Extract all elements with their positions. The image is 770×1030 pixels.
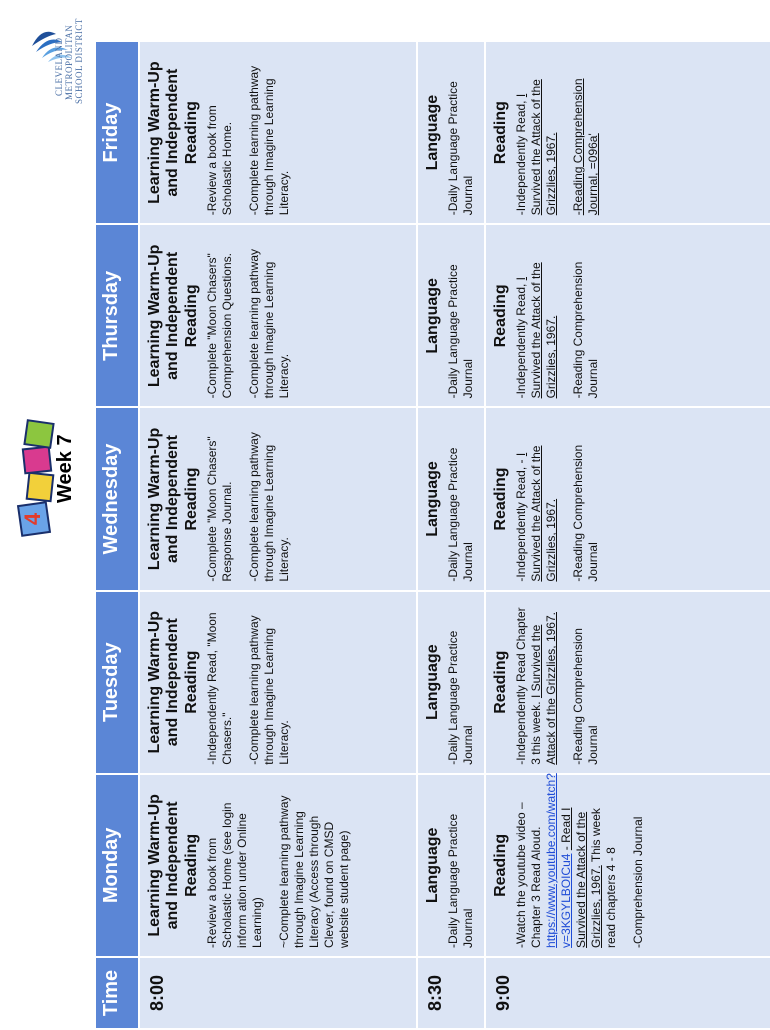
time-cell: 8:30 xyxy=(417,957,485,1029)
header-row xyxy=(95,41,139,1029)
cell-thursday-830 xyxy=(417,224,485,407)
table-row xyxy=(139,41,417,1029)
cell-friday-900 xyxy=(485,41,770,224)
block-title: Learning Warm-Up and Independent Reading xyxy=(146,244,200,388)
task-text: -Reading Comprehension Journal xyxy=(571,628,601,765)
task-text: -Complete learning pathway through Imagine Learning Literacy. xyxy=(247,249,292,399)
task-text: This week read chapters 4 - 8 xyxy=(589,808,619,948)
week-title: Week 7 xyxy=(54,434,76,503)
block-title: Language xyxy=(424,94,441,171)
cell-tuesday-800 xyxy=(139,591,417,774)
book-title: I Survived the Attack of the Grizzlies, 1967. xyxy=(514,79,559,216)
cell-friday-800 xyxy=(139,41,417,224)
task-text: -Reading Comprehension Journal, =096a' xyxy=(571,78,601,216)
task-text: -Complete "Moon Chasers" Comprehension Questions. xyxy=(205,253,235,399)
task-text: -Daily Language Practice Journal xyxy=(446,813,476,948)
block-title: Reading xyxy=(492,650,509,714)
task-text: -Complete "Moon Chasers" Response Journal. xyxy=(205,436,235,582)
task-text: ~Complete learning pathway through Imagine Learning Literacy (Access through Clever, found on CMSD website student page) xyxy=(277,795,352,948)
col-header-friday: Friday xyxy=(95,41,139,224)
block-title: Reading xyxy=(492,467,509,531)
svg-text:4: 4 xyxy=(20,512,45,526)
cell-monday-830 xyxy=(417,774,485,957)
task-text: -Comprehension Journal xyxy=(631,816,646,948)
book-title: - Read I Survived the Attack of the Grizzlies, 1967. xyxy=(559,807,604,948)
cell-thursday-900 xyxy=(485,224,770,407)
task-text: -Reading Comprehension Journal xyxy=(571,444,601,582)
task-text: -Independently Read, xyxy=(514,100,529,216)
task-text: -Independently Read, - xyxy=(514,459,529,582)
cell-friday-830 xyxy=(417,41,485,224)
col-header-time: Time xyxy=(95,957,139,1029)
task-text: -Daily Language Practice Journal xyxy=(446,630,476,765)
task-text: -Review a book from Scholastic Home (see login inform ation under Online Learning) xyxy=(205,802,265,948)
task-text: -Review a book from Scholastic Home. xyxy=(205,105,235,216)
task-text: -Complete learning pathway through Imagine Learning Literacy. xyxy=(247,65,292,216)
block-title: Learning Warm-Up and Independent Reading xyxy=(146,427,200,571)
cell-wednesday-900 xyxy=(485,407,770,590)
task-text: -Daily Language Practice Journal xyxy=(446,81,476,216)
task-text: -Reading Comprehension Journal xyxy=(571,261,601,399)
col-header-tuesday: Tuesday xyxy=(95,591,139,774)
cell-monday-900 xyxy=(485,774,770,957)
district-name-2: METROPOLITAN xyxy=(64,24,74,100)
youtube-link[interactable]: https://www.youtube.com/watch?v=3KGYLBOICu4 xyxy=(544,773,574,948)
schedule-table xyxy=(94,40,770,1030)
cell-tuesday-830 xyxy=(417,591,485,774)
block-title: Reading xyxy=(492,284,509,348)
block-title: Learning Warm-Up and Independent Reading xyxy=(146,610,200,754)
block-title: Reading xyxy=(492,833,509,897)
block-title: Learning Warm-Up and Independent Reading xyxy=(146,61,200,204)
book-title: I Survived the Attack of the Grizzlies, 1967. xyxy=(529,612,559,765)
schedule-wrapper xyxy=(94,30,770,1030)
cell-monday-800 xyxy=(139,774,417,957)
block-title: Learning Warm-Up and Independent Reading xyxy=(146,794,200,937)
table-row xyxy=(485,41,770,1029)
block-title: Language xyxy=(424,827,441,904)
col-header-monday: Monday xyxy=(95,774,139,957)
book-title: I Survived the Attack of the Grizzlies, 1967. xyxy=(514,262,559,399)
cell-wednesday-800 xyxy=(139,407,417,590)
book-title: I Survived the Attack of the Grizzlies, 1967. xyxy=(514,445,559,582)
col-header-wednesday: Wednesday xyxy=(95,407,139,590)
district-name-3: SCHOOL DISTRICT xyxy=(74,18,84,104)
task-text: -Daily Language Practice Journal xyxy=(446,264,476,399)
cell-wednesday-830 xyxy=(417,407,485,590)
task-text: -Complete learning pathway through Imagine Learning Literacy. xyxy=(247,432,292,582)
table-row xyxy=(417,41,485,1029)
col-header-thursday: Thursday xyxy=(95,224,139,407)
task-text: -Independently Read Chapter 3 this week. xyxy=(514,607,544,765)
block-title: Language xyxy=(424,278,441,354)
block-title: Language xyxy=(424,461,441,537)
task-text: -Independently Read, xyxy=(514,283,529,399)
block-title: Language xyxy=(424,644,441,720)
block-title: Reading xyxy=(492,101,509,165)
district-name-1: CLEVELAND xyxy=(54,37,64,96)
time-cell: 9:00 xyxy=(485,957,770,1029)
cell-thursday-800 xyxy=(139,224,417,407)
cell-tuesday-900 xyxy=(485,591,770,774)
task-text: -Independently Read, "Moon Chasers." xyxy=(205,612,235,765)
task-text: -Daily Language Practice Journal xyxy=(446,447,476,582)
task-text: -Watch the youtube video – Chapter 3 Read Aloud. xyxy=(514,802,544,948)
time-cell: 8:00 xyxy=(139,957,417,1029)
task-text: -Complete learning pathway through Imagine Learning Literacy. xyxy=(247,615,292,765)
